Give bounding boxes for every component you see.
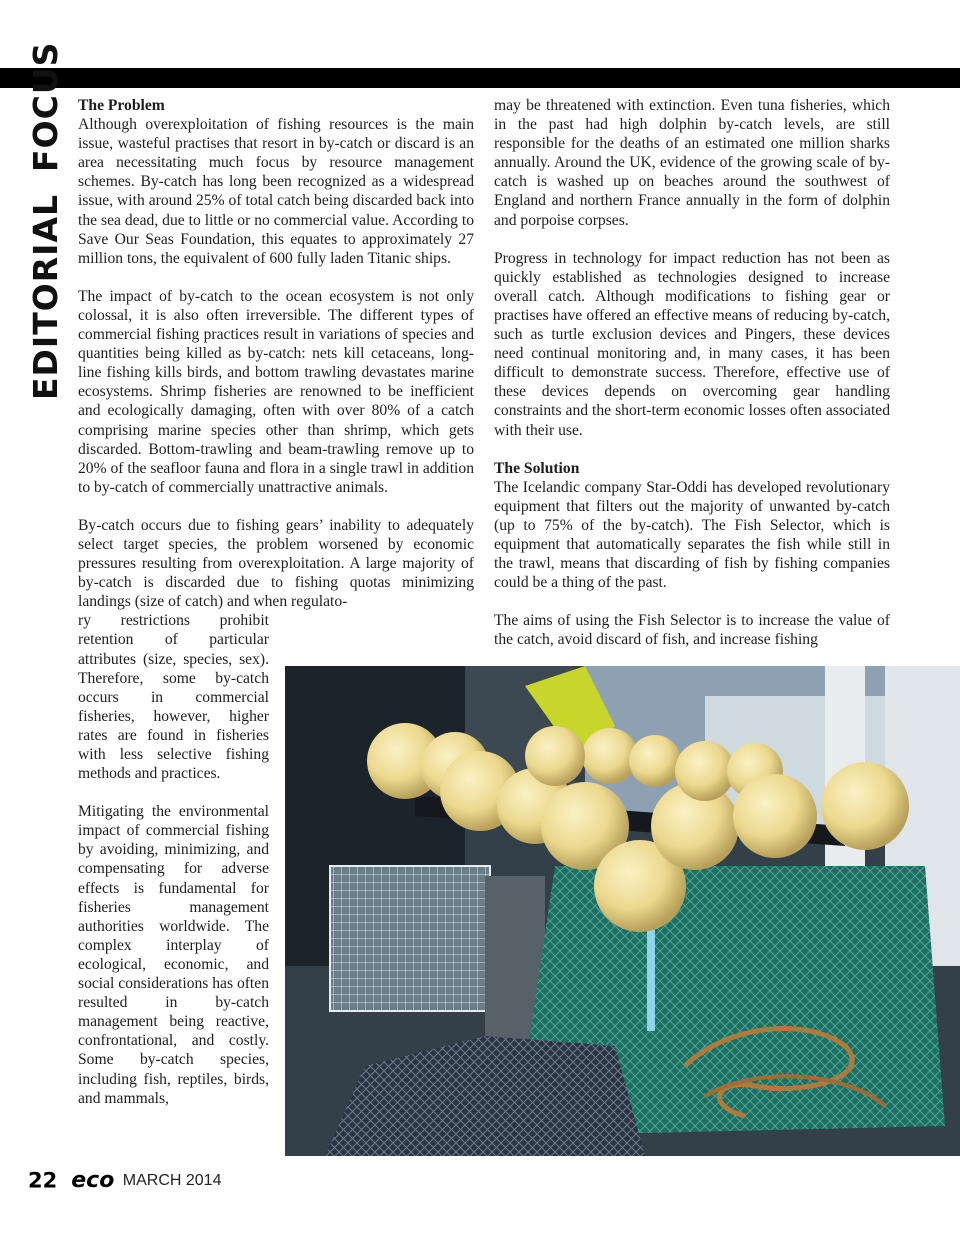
section-label-word1: EDITORIAL (26, 193, 65, 400)
page-footer (28, 1168, 221, 1196)
fish-selector-photo (285, 666, 960, 1156)
right-paragraph-4: The aims of using the Fish Selector is to increase the value of the catch, avoid discard of fish, and increase fishing (494, 612, 890, 649)
problem-heading: The Problem (78, 97, 165, 114)
header-bar (0, 68, 960, 88)
left-paragraph-2: The impact of by-catch to the ocean ecosystem is not only colossal, it is also often irreversible. The different types of commercial fishing practices result in variations of species and quantities being killed as by-catch: nets kill cetaceans, long-line fishing kills birds, and bottom trawling devastates marine ecosystems. Shrimp fisheries are renowned to be inefficient and ecologically damaging, often with over 80% of a catch comprising marine species other than shrimp, which gets discarded. Bottom-trawling and beam-trawling remove up to 20% of the seafloor fauna and flora in a single trawl in addition to by-catch of commercially unattractive animals. (78, 287, 474, 496)
left-paragraph-3b: ry restrictions prohibit retention of particular attributes (size, species, sex). Therefore, some by-catch occurs in commercial fisheries, however, higher rates are found in fisheries with less selective fishing methods and practices. (78, 612, 269, 783)
right-paragraph-3: The Icelandic company Star-Oddi has developed revolutionary equipment that filters out the majority of unwanted by-catch (up to 75% of the by-catch). The Fish Selector, which is equipment that automatically separates the fish while still in the trawl, means that discarding of fish by fishing companies could be a thing of the past. (494, 478, 890, 592)
left-paragraph-1: Although overexploitation of fishing resources is the main issue, wasteful practises that resort in by-catch or discard is an area necessitating much focus by resource management schemes. By-catch has long been recognized as a widespread issue, with around 25% of total catch being discarded back into the sea dead, due to little or no commercial value. According to Save Our Seas Foundation, this equates to approximately 27 million tons, the equivalent of 600 fully laden Titanic ships. (78, 116, 474, 267)
issue-date: MARCH 2014 (122, 1171, 222, 1189)
left-paragraph-4: Mitigating the environmental impact of commercial fishing by avoiding, minimizing, and compensating for adverse effects is fundamental for fisheries management authorities worldwide. The complex interplay of ecological, economic, and social considerations has often resulted in by-catch management being reactive, confrontational, and costly. Some by-catch species, including fish, reptiles, birds, and mammals, (78, 803, 269, 1107)
magazine-logo: eco (71, 1168, 115, 1193)
section-label (20, 41, 72, 400)
page-number: 22 (28, 1168, 58, 1193)
left-narrow-block (78, 611, 269, 1107)
section-label-word2: FOCUS (26, 41, 65, 172)
photo-illustration (285, 666, 960, 1156)
right-column (494, 96, 890, 668)
right-paragraph-2: Progress in technology for impact reduction has not been as quickly established as technologies designed to increase overall catch. Although modifications to fishing gear or practises have offered an effective means of reducing by-catch, such as turtle exclusion devices and Pingers, these devices need continual monitoring and, in many cases, it has been difficult to demonstrate success. Therefore, effective use of these devices depends on overcoming gear handling constraints and the short-term economic losses often associated with their use. (494, 249, 890, 439)
left-paragraph-3a: By-catch occurs due to fishing gears’ inability to adequately select target species, the problem worsened by economic pressures resulting from overexploitation. A large majority of by-catch is discarded due to fishing quotas minimizing landings (size of catch) and when regulato- (78, 516, 474, 611)
right-paragraph-1: may be threatened with extinction. Even tuna fisheries, which in the past had high dolphin by-catch levels, are still responsible for the deaths of an estimated one million sharks annually. Around the UK, evidence of the growing scale of by-catch is washed up on beaches around the southwest of England and northern France annually in the form of dolphin and porpoise corpses. (494, 97, 890, 229)
solution-heading: The Solution (494, 459, 580, 477)
